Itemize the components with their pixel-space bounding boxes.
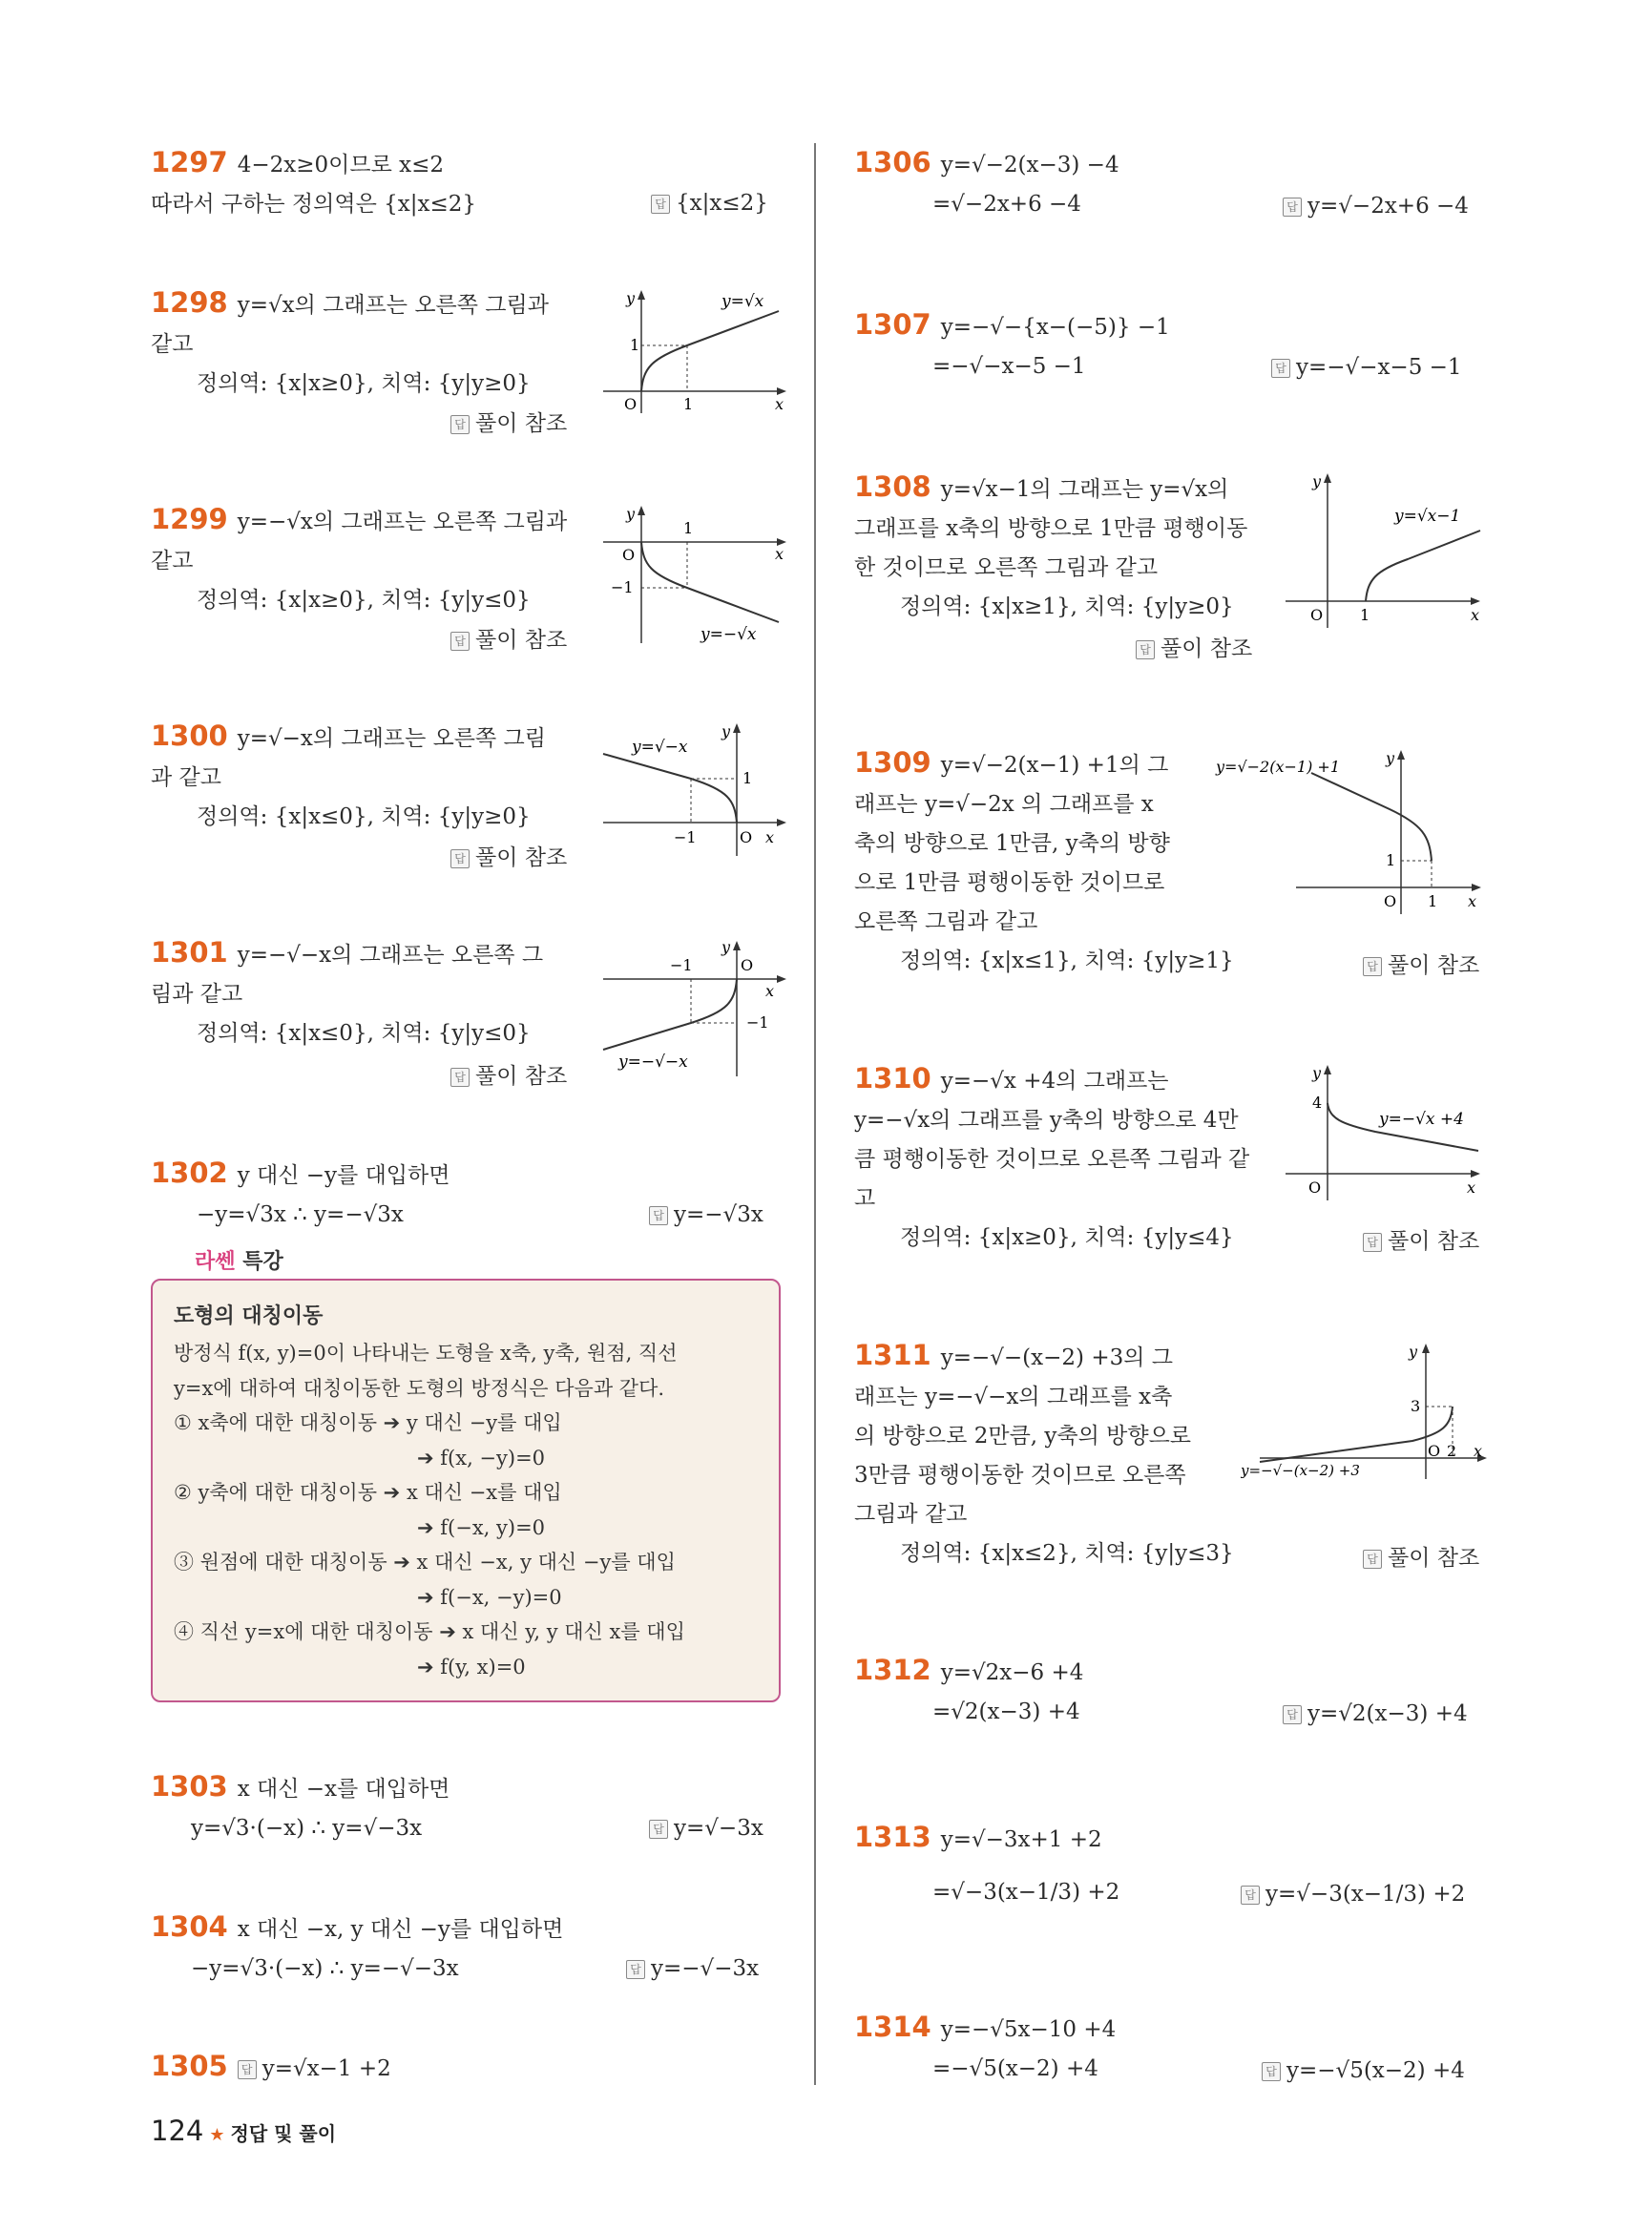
answer-1314 bbox=[1262, 2058, 1465, 2083]
axis-label: x bbox=[775, 395, 784, 413]
problem-number: 1308 bbox=[854, 470, 931, 503]
solution-line: =√2(x−3) +4 bbox=[932, 1699, 1080, 1724]
answer-icon: 답 bbox=[1283, 198, 1302, 217]
axis-label: x bbox=[1471, 606, 1480, 624]
origin-label: O bbox=[740, 828, 753, 846]
graph-1298 bbox=[601, 284, 792, 418]
origin-label: O bbox=[624, 395, 638, 413]
star-icon: ★ bbox=[209, 2125, 225, 2145]
answer-icon: 답 bbox=[1262, 2062, 1281, 2081]
tip-text: 방정식 f(x, y)=0이 나타내는 도형을 x축, y축, 원점, 직선 bbox=[174, 1342, 678, 1365]
answer-1298 bbox=[450, 406, 567, 437]
answer-1304 bbox=[626, 1956, 759, 1981]
axis-label: x bbox=[1468, 892, 1477, 910]
domain-range-line: 정의역: {x|x≤0}, 치역: {y|y≥0} bbox=[197, 804, 531, 829]
answer-text: y=−√−x−5 −1 bbox=[1296, 355, 1462, 380]
solution-line: 그래프를 x축의 방향으로 1만큼 평행이동 bbox=[854, 516, 1248, 541]
answer-icon: 답 bbox=[450, 632, 470, 651]
solution-line: 큼 평행이동한 것이므로 오른쪽 그림과 같 bbox=[854, 1147, 1250, 1172]
solution-line: 같고 bbox=[151, 549, 194, 573]
problem-number: 1313 bbox=[854, 1821, 931, 1853]
problem-number: 1300 bbox=[151, 719, 228, 752]
problem-1298 bbox=[151, 283, 549, 404]
problem-1307 bbox=[854, 305, 1170, 386]
solution-line: y=√3·(−x) ∴ y=√−3x bbox=[191, 1816, 423, 1841]
column-divider bbox=[814, 143, 816, 2085]
domain-range-line: 정의역: {x|x≥0}, 치역: {y|y≤0} bbox=[197, 588, 531, 613]
axis-label: x bbox=[765, 982, 775, 1000]
answer-icon: 답 bbox=[238, 2060, 257, 2079]
answer-1303 bbox=[649, 1816, 763, 1841]
problem-1301 bbox=[151, 933, 543, 1053]
origin-label: O bbox=[741, 956, 754, 974]
solution-line: x 대신 −x를 대입하면 bbox=[237, 1777, 450, 1802]
answer-icon: 답 bbox=[1363, 957, 1382, 976]
solution-line: 래프는 y=√−2x 의 그래프를 x bbox=[854, 792, 1154, 817]
answer-text: y=√−3(x−1/3) +2 bbox=[1265, 1882, 1466, 1907]
tip-rule: ③ 원점에 대한 대칭이동 ➔ x 대신 −x, y 대신 −y를 대입 bbox=[174, 1551, 676, 1574]
problem-number: 1312 bbox=[854, 1654, 931, 1686]
solution-line: 3만큼 평행이동한 것이므로 오른쪽 bbox=[854, 1463, 1186, 1488]
origin-label: O bbox=[1308, 1178, 1322, 1197]
tip-rule: ④ 직선 y=x에 대한 대칭이동 ➔ x 대신 y, y 대신 x를 대입 bbox=[174, 1620, 685, 1643]
answer-text: 풀이 참조 bbox=[475, 628, 568, 653]
domain-range-line: 정의역: {x|x≤2}, 치역: {y|y≤3} bbox=[900, 1541, 1234, 1566]
solution-line: y=−√−(x−2) +3의 그 bbox=[940, 1345, 1173, 1370]
problem-number: 1311 bbox=[854, 1339, 931, 1371]
problem-1311 bbox=[854, 1336, 1234, 1574]
tip-box bbox=[151, 1279, 781, 1702]
origin-label: O bbox=[1428, 1442, 1441, 1460]
answer-1297 bbox=[651, 191, 768, 216]
answer-text: y=√2(x−3) +4 bbox=[1307, 1701, 1468, 1726]
answer-text: 풀이 참조 bbox=[1388, 1546, 1480, 1571]
problem-number: 1299 bbox=[151, 503, 228, 535]
tick-label: −1 bbox=[670, 956, 693, 974]
answer-1311 bbox=[1363, 1540, 1479, 1572]
axis-label: y bbox=[1409, 1343, 1418, 1361]
curve-label: y=√x−1 bbox=[1394, 507, 1461, 526]
problem-1302 bbox=[151, 1154, 450, 1235]
answer-1308 bbox=[1136, 631, 1252, 662]
tick-label: 1 bbox=[1428, 892, 1438, 910]
answer-1310 bbox=[1363, 1223, 1479, 1255]
solution-line: 으로 1만큼 평행이동한 것이므로 bbox=[854, 870, 1165, 895]
curve-label: y=−√x bbox=[701, 625, 757, 644]
tip-text: y=x에 대하여 대칭이동한 도형의 방정식은 다음과 같다. bbox=[174, 1376, 665, 1400]
answer-text: {x|x≤2} bbox=[676, 191, 768, 216]
tick-label: 1 bbox=[683, 395, 694, 413]
solution-line: 과 같고 bbox=[151, 765, 221, 790]
answer-text: 풀이 참조 bbox=[1388, 1229, 1480, 1254]
graph-1301 bbox=[601, 935, 792, 1078]
solution-line: 래프는 y=−√−x의 그래프를 x축 bbox=[854, 1385, 1173, 1409]
problem-number: 1298 bbox=[151, 286, 228, 319]
answer-text: y=−√3x bbox=[674, 1202, 763, 1227]
tick-label: 1 bbox=[630, 336, 640, 354]
problem-1308 bbox=[854, 468, 1247, 627]
answer-icon: 답 bbox=[1363, 1550, 1382, 1569]
problem-number: 1303 bbox=[151, 1770, 228, 1803]
graph-1311 bbox=[1241, 1338, 1498, 1481]
problem-number: 1309 bbox=[854, 746, 931, 779]
solution-line: y=−√−x의 그래프는 오른쪽 그 bbox=[237, 943, 544, 968]
solution-line: 같고 bbox=[151, 332, 194, 357]
answer-1306 bbox=[1283, 194, 1469, 219]
tip-rule: ② y축에 대한 대칭이동 ➔ x 대신 −x를 대입 bbox=[174, 1481, 562, 1504]
graph-1308 bbox=[1284, 468, 1494, 630]
solution-line: y=−√x의 그래프는 오른쪽 그림과 bbox=[237, 510, 568, 534]
solution-line: 림과 같고 bbox=[151, 982, 243, 1007]
solution-line: 고 bbox=[854, 1186, 876, 1211]
problem-1314 bbox=[854, 2008, 1116, 2089]
answer-1300 bbox=[450, 840, 567, 871]
solution-line: y=−√−{x−(−5)} −1 bbox=[940, 315, 1170, 340]
answer-text: y=√−2x+6 −4 bbox=[1307, 194, 1469, 219]
axis-label: x bbox=[775, 545, 784, 563]
answer-text: 풀이 참조 bbox=[475, 845, 568, 870]
solution-line: y=−√x +4의 그래프는 bbox=[940, 1069, 1169, 1094]
answer-icon: 답 bbox=[626, 1960, 645, 1979]
graph-1309 bbox=[1212, 744, 1489, 916]
tick-label: 1 bbox=[742, 769, 753, 787]
answer-1307 bbox=[1271, 355, 1462, 380]
axis-label: y bbox=[721, 722, 731, 740]
answer-icon: 답 bbox=[651, 195, 670, 214]
tip-body bbox=[174, 1336, 685, 1684]
solution-line: =√−2x+6 −4 bbox=[932, 192, 1081, 217]
tick-label: 4 bbox=[1312, 1094, 1323, 1112]
solution-line: y=√−2(x−3) −4 bbox=[940, 153, 1119, 177]
solution-line: y=−√x의 그래프를 y축의 방향으로 4만 bbox=[854, 1108, 1239, 1133]
axis-label: x bbox=[1467, 1178, 1476, 1197]
solution-line: y=√2x−6 +4 bbox=[940, 1660, 1084, 1685]
answer-icon: 답 bbox=[1136, 640, 1155, 659]
solution-line: 4−2x≥0이므로 x≤2 bbox=[237, 153, 444, 177]
answer-1309 bbox=[1363, 948, 1479, 979]
answer-text: 풀이 참조 bbox=[475, 1064, 568, 1089]
tip-result: ➔ f(−x, −y)=0 bbox=[417, 1585, 562, 1609]
answer-icon: 답 bbox=[1271, 359, 1290, 378]
problem-1304 bbox=[151, 1908, 563, 1989]
tick-label: 1 bbox=[1360, 606, 1370, 624]
axis-label: y bbox=[626, 289, 636, 307]
solution-line: y=−√5x−10 +4 bbox=[940, 2017, 1117, 2042]
solution-line: =√−3(x−1/3) +2 bbox=[932, 1880, 1120, 1905]
badge-label: 특강 bbox=[242, 1250, 283, 1274]
problem-1310 bbox=[854, 1059, 1249, 1258]
domain-range-line: 정의역: {x|x≥1}, 치역: {y|y≥0} bbox=[900, 594, 1234, 619]
problem-1299 bbox=[151, 500, 567, 620]
answer-icon: 답 bbox=[1241, 1886, 1260, 1905]
tip-result: ➔ f(−x, y)=0 bbox=[417, 1515, 546, 1539]
problem-1313 bbox=[854, 1818, 1119, 1912]
curve-label: y=√−x bbox=[632, 738, 688, 757]
origin-label: O bbox=[1384, 892, 1397, 910]
answer-text: y=−√−3x bbox=[651, 1956, 760, 1981]
tick-label: 1 bbox=[683, 519, 694, 537]
problem-number: 1310 bbox=[854, 1062, 931, 1095]
problem-number: 1304 bbox=[151, 1910, 228, 1943]
tick-label: −1 bbox=[611, 578, 634, 596]
problem-number: 1314 bbox=[854, 2011, 931, 2043]
solution-line: 따라서 구하는 정의역은 {x|x≤2} bbox=[151, 192, 476, 217]
tip-result: ➔ f(y, x)=0 bbox=[417, 1655, 526, 1678]
graph-1300 bbox=[601, 718, 792, 861]
page-number: 124 bbox=[151, 2115, 204, 2147]
problem-1300 bbox=[151, 717, 546, 837]
answer-icon: 답 bbox=[649, 1820, 668, 1839]
solution-line: y=√x−1의 그래프는 y=√x의 bbox=[940, 477, 1229, 502]
solution-line: 오른쪽 그림과 같고 bbox=[854, 909, 1038, 934]
curve-label: y=−√x +4 bbox=[1379, 1110, 1464, 1129]
problem-1306 bbox=[854, 143, 1119, 224]
tip-title: 도형의 대칭이동 bbox=[174, 1304, 324, 1328]
answer-1299 bbox=[450, 622, 567, 654]
curve-label: y=−√−(x−2) +3 bbox=[1241, 1462, 1360, 1479]
axis-label: y bbox=[1386, 749, 1395, 767]
solution-line: 한 것이므로 오른쪽 그림과 같고 bbox=[854, 555, 1159, 580]
answer-1313 bbox=[1241, 1882, 1465, 1907]
axis-label: x bbox=[1474, 1442, 1483, 1460]
tip-result: ➔ f(x, −y)=0 bbox=[417, 1446, 546, 1470]
problem-number: 1302 bbox=[151, 1157, 228, 1189]
solution-line: 의 방향으로 2만큼, y축의 방향으로 bbox=[854, 1424, 1192, 1449]
problem-1312 bbox=[854, 1651, 1083, 1732]
domain-range-line: 정의역: {x|x≥0}, 치역: {y|y≤4} bbox=[900, 1225, 1234, 1250]
section-title: 정답 및 풀이 bbox=[230, 2122, 337, 2145]
solution-line: 그림과 같고 bbox=[854, 1502, 968, 1527]
problem-number: 1305 bbox=[151, 2050, 228, 2082]
answer-icon: 답 bbox=[1363, 1233, 1382, 1252]
answer-1312 bbox=[1283, 1701, 1468, 1726]
answer-icon: 답 bbox=[450, 849, 470, 868]
curve-label: y=√−2(x−1) +1 bbox=[1216, 758, 1340, 776]
answer-text: 풀이 참조 bbox=[1388, 953, 1480, 978]
tick-label: 3 bbox=[1411, 1397, 1421, 1415]
solution-line: y 대신 −y를 대입하면 bbox=[237, 1163, 450, 1188]
tick-label: −1 bbox=[746, 1013, 769, 1032]
answer-icon: 답 bbox=[1283, 1705, 1302, 1724]
axis-label: y bbox=[721, 938, 731, 956]
solution-line: =−√5(x−2) +4 bbox=[932, 2056, 1098, 2081]
answer-icon: 답 bbox=[450, 415, 470, 434]
solution-line: y=√−2(x−1) +1의 그 bbox=[940, 753, 1169, 778]
solution-line: x 대신 −x, y 대신 −y를 대입하면 bbox=[237, 1917, 564, 1942]
solution-line: y=√−x의 그래프는 오른쪽 그림 bbox=[237, 726, 546, 751]
answer-text: 풀이 참조 bbox=[1161, 636, 1253, 661]
tick-label: 1 bbox=[1386, 851, 1396, 869]
solution-line: −y=√3·(−x) ∴ y=−√−3x bbox=[191, 1956, 459, 1981]
solution-line: −y=√3x ∴ y=−√3x bbox=[197, 1202, 404, 1227]
badge-brand: 라쎈 bbox=[195, 1250, 236, 1274]
solution-line: y=√x의 그래프는 오른쪽 그림과 bbox=[237, 293, 549, 318]
domain-range-line: 정의역: {x|x≤1}, 치역: {y|y≥1} bbox=[900, 949, 1234, 973]
problem-1297 bbox=[151, 143, 476, 224]
answer-1302 bbox=[649, 1202, 763, 1227]
problem-1305 bbox=[151, 2047, 391, 2089]
problem-number: 1307 bbox=[854, 308, 931, 341]
origin-label: O bbox=[622, 546, 636, 564]
axis-label: x bbox=[765, 828, 775, 846]
domain-range-line: 정의역: {x|x≥0}, 치역: {y|y≥0} bbox=[197, 371, 531, 396]
answer-icon: 답 bbox=[649, 1206, 668, 1225]
solution-line: 축의 방향으로 1만큼, y축의 방향 bbox=[854, 831, 1170, 856]
tick-label: 2 bbox=[1447, 1442, 1457, 1460]
axis-label: y bbox=[1312, 472, 1322, 490]
axis-label: y bbox=[1312, 1064, 1322, 1082]
answer-text: y=√−3x bbox=[674, 1816, 763, 1841]
curve-label: y=−√−x bbox=[618, 1053, 688, 1072]
answer-icon: 답 bbox=[450, 1068, 470, 1087]
answer-text: 풀이 참조 bbox=[475, 411, 568, 436]
domain-range-line: 정의역: {x|x≤0}, 치역: {y|y≤0} bbox=[197, 1021, 531, 1046]
graph-1299 bbox=[601, 502, 792, 645]
axis-label: y bbox=[626, 505, 636, 523]
problem-number: 1301 bbox=[151, 936, 228, 969]
graph-1310 bbox=[1284, 1059, 1494, 1202]
page-footer bbox=[151, 2115, 336, 2147]
problem-number: 1297 bbox=[151, 146, 228, 178]
answer-text: y=−√5(x−2) +4 bbox=[1286, 2058, 1465, 2083]
solution-line: y=√−3x+1 +2 bbox=[940, 1827, 1102, 1852]
tip-rule: ① x축에 대한 대칭이동 ➔ y 대신 −y를 대입 bbox=[174, 1411, 562, 1434]
problem-1303 bbox=[151, 1767, 450, 1848]
answer-text: y=√x−1 +2 bbox=[261, 2056, 391, 2081]
tip-badge bbox=[189, 1245, 289, 1275]
problem-number: 1306 bbox=[854, 146, 931, 178]
origin-label: O bbox=[1310, 606, 1324, 624]
solution-line: =−√−x−5 −1 bbox=[932, 354, 1086, 379]
problem-1309 bbox=[854, 743, 1234, 981]
answer-1301 bbox=[450, 1058, 567, 1090]
curve-label: y=√x bbox=[721, 292, 764, 311]
tick-label: −1 bbox=[674, 828, 697, 846]
